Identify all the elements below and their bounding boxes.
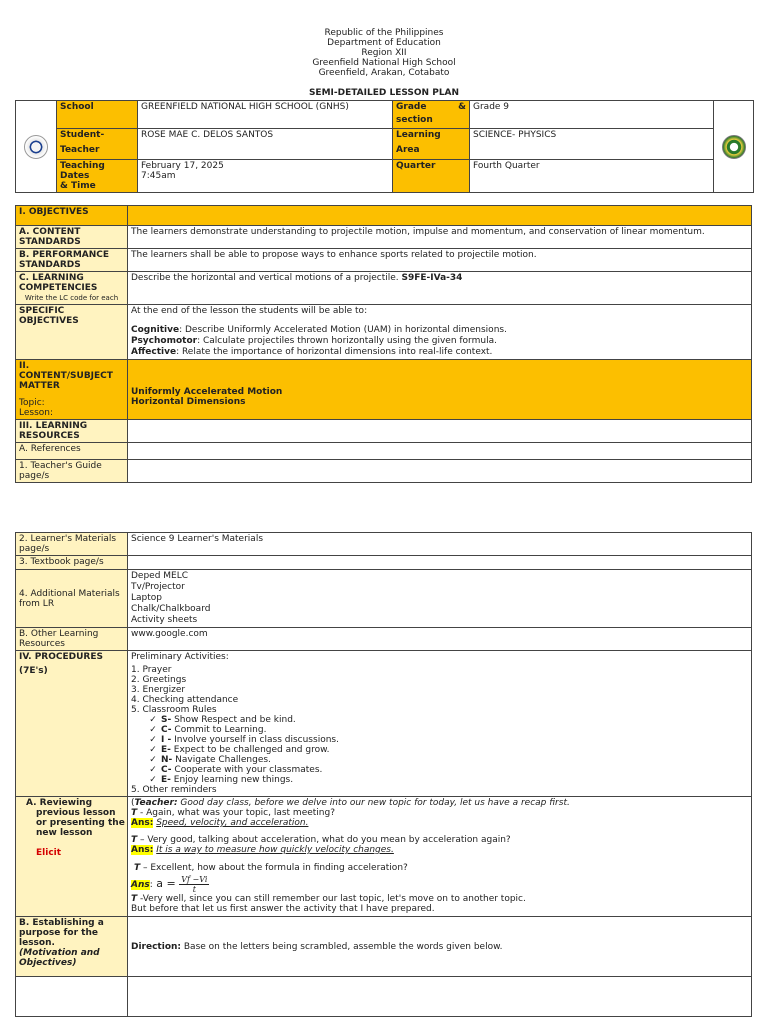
rule-letter: N- bbox=[161, 755, 173, 765]
material-item: Laptop bbox=[131, 593, 162, 603]
psychomotor-text: : Calculate projectiles thrown horizontally using the given formula. bbox=[197, 336, 497, 346]
objectives-heading-fill bbox=[128, 206, 752, 226]
procedures-table bbox=[15, 532, 752, 1017]
specific-intro: At the end of the lesson the students will be able to: bbox=[131, 306, 368, 316]
formula-numerator: Vf −Vi bbox=[181, 875, 208, 884]
elicit-label: Elicit bbox=[36, 848, 62, 858]
objectives-heading: I. OBJECTIVES bbox=[16, 206, 128, 226]
affective-objective bbox=[131, 347, 748, 357]
activity-item: 2. Greetings bbox=[131, 675, 187, 685]
reviewing-line: or presenting the bbox=[36, 818, 125, 828]
learning-resources-fill bbox=[128, 420, 752, 443]
learning-resources-heading: III. LEARNING RESOURCES bbox=[16, 420, 128, 443]
answer-label: Ans bbox=[131, 880, 150, 890]
answer-label: Ans: bbox=[131, 845, 154, 855]
lesson-value: Horizontal Dimensions bbox=[131, 397, 246, 407]
direction-label: Direction: bbox=[131, 941, 182, 952]
material-item: Activity sheets bbox=[131, 615, 198, 625]
student-label-word: Student- bbox=[60, 130, 105, 140]
header-line-region: Region XII bbox=[361, 48, 407, 58]
teachers-guide-label: 1. Teacher's Guide page/s bbox=[16, 460, 128, 483]
quarter-value: Fourth Quarter bbox=[470, 160, 714, 193]
check-icon: ✓ bbox=[149, 735, 157, 745]
answer-text: Speed, velocity, and acceleration. bbox=[156, 818, 309, 828]
area-label-word: Area bbox=[396, 145, 420, 155]
dialogue-text: - Again, what was your topic, last meeting? bbox=[137, 808, 335, 818]
performance-standards-value: The learners shall be able to propose ways to enhance sports related to projectile motion. bbox=[128, 249, 752, 272]
affective-label: Affective bbox=[131, 347, 177, 357]
rule-letter: I - bbox=[161, 735, 172, 745]
additional-materials-label: 4. Additional Materials from LR bbox=[16, 570, 128, 628]
psychomotor-objective bbox=[131, 336, 748, 346]
classroom-rule bbox=[131, 725, 748, 735]
classroom-rule bbox=[131, 755, 748, 765]
cognitive-objective bbox=[131, 325, 748, 335]
activity-item: 4. Checking attendance bbox=[131, 695, 239, 705]
content-label-number: II. bbox=[19, 361, 30, 371]
section-label-word: section bbox=[396, 115, 433, 125]
dialogue-text: -Very well, since you can still remember our last topic, let's move on to another topic. bbox=[137, 894, 526, 904]
material-item: Chalk/Chalkboard bbox=[131, 604, 211, 614]
other-reminders: 5. Other reminders bbox=[131, 785, 217, 795]
school-seal-icon bbox=[722, 135, 746, 159]
content-label-title: CONTENT/SUBJECT MATTER bbox=[19, 371, 113, 391]
header-line-address: Greenfield, Arakan, Cotabato bbox=[318, 68, 450, 78]
dialogue-line bbox=[131, 894, 748, 904]
dialogue-text: Good day class, before we delve into our new topic for today, let us have a recap first. bbox=[177, 798, 570, 808]
acceleration-formula bbox=[131, 875, 748, 894]
rule-text: Navigate Challenges. bbox=[172, 755, 271, 765]
learning-competencies-note: Write the LC code for each bbox=[24, 294, 119, 302]
school-value: GREENFIELD NATIONAL HIGH SCHOOL (GNHS) bbox=[138, 101, 393, 129]
preliminary-heading: Preliminary Activities: bbox=[131, 652, 229, 662]
competency-code: S9FE-IVa-34 bbox=[401, 273, 463, 283]
establishing-title: B. Establishing a purpose for the lesson. bbox=[19, 918, 104, 948]
teacher-prefix: T bbox=[134, 863, 141, 873]
establishing-subtitle: (Motivation and Objectives) bbox=[19, 948, 100, 968]
header-line-country: Republic of the Philippines bbox=[324, 28, 444, 38]
dialogue-line bbox=[131, 835, 748, 845]
school-label: School bbox=[57, 101, 138, 129]
dialogue-line bbox=[131, 808, 748, 818]
check-icon: ✓ bbox=[149, 715, 157, 725]
topic-value: Uniformly Accelerated Motion bbox=[131, 387, 283, 397]
teacher-prefix: T bbox=[131, 894, 138, 904]
teacher-prefix: T bbox=[131, 835, 138, 845]
activity-item: 3. Energizer bbox=[131, 685, 186, 695]
learners-materials-value: Science 9 Learner's Materials bbox=[128, 533, 752, 556]
classroom-rule bbox=[131, 775, 748, 785]
teacher-label-word: Teacher bbox=[60, 145, 100, 155]
reviewing-line: A. Reviewing bbox=[26, 798, 93, 808]
direction-text: Base on the letters being scrambled, assemble the words given below. bbox=[181, 941, 503, 952]
reviewing-line: new lesson bbox=[36, 828, 93, 838]
cognitive-text: : Describe Uniformly Accelerated Motion (UAM) in horizontal dimensions. bbox=[179, 325, 507, 335]
grade-section-label bbox=[393, 101, 470, 129]
teachers-guide-value bbox=[128, 460, 752, 483]
answer-text: It is a way to measure how quickly velocity changes. bbox=[156, 845, 394, 855]
content-subject-matter-label bbox=[16, 360, 128, 420]
deped-seal-icon bbox=[24, 135, 48, 159]
establishing-purpose-value bbox=[128, 917, 752, 977]
learners-materials-label: 2. Learner's Materials page/s bbox=[16, 533, 128, 556]
objectives-label-word: OBJECTIVES bbox=[19, 316, 79, 326]
formula-denominator: t bbox=[192, 885, 196, 894]
student-teacher-label bbox=[57, 129, 138, 160]
other-resources-value: www.google.com bbox=[128, 628, 752, 651]
document-header bbox=[0, 28, 768, 78]
material-item: Tv/Projector bbox=[131, 582, 185, 592]
teaching-dates-label bbox=[57, 160, 138, 193]
rule-letter: E- bbox=[161, 745, 171, 755]
formula-colon: : bbox=[149, 880, 153, 890]
check-icon: ✓ bbox=[149, 745, 157, 755]
deped-seal-cell bbox=[16, 101, 57, 193]
rule-text: Expect to be challenged and grow. bbox=[170, 745, 330, 755]
learning-area-label bbox=[393, 129, 470, 160]
formula-lhs: a = bbox=[152, 877, 180, 890]
cognitive-label: Cognitive bbox=[131, 325, 180, 335]
teacher-prefix: T bbox=[131, 808, 138, 818]
check-icon: ✓ bbox=[149, 765, 157, 775]
check-icon: ✓ bbox=[149, 755, 157, 765]
additional-materials-value bbox=[128, 570, 752, 628]
content-standards-value: The learners demonstrate understanding to projectile motion, impulse and momentum, and conservation of linear momentum. bbox=[128, 226, 752, 249]
dialogue-line: But before that let us first answer the activity that I have prepared. bbox=[131, 904, 435, 914]
textbook-label: 3. Textbook page/s bbox=[16, 556, 128, 570]
activity-item: 1. Prayer bbox=[131, 665, 172, 675]
student-teacher-value: ROSE MAE C. DELOS SANTOS bbox=[138, 129, 393, 160]
teaching-dates-value bbox=[138, 160, 393, 193]
specific-label-word: SPECIFIC bbox=[19, 306, 65, 316]
header-line-department: Department of Education bbox=[327, 38, 441, 48]
establishing-purpose-label bbox=[16, 917, 128, 977]
classroom-rule bbox=[131, 765, 748, 775]
reviewing-label bbox=[16, 797, 128, 917]
dialogue-line bbox=[131, 845, 748, 855]
time-word: & Time bbox=[60, 181, 96, 191]
rule-text: Commit to Learning. bbox=[171, 725, 267, 735]
content-subject-matter-value bbox=[128, 360, 752, 420]
affective-text: : Relate the importance of horizontal dimensions into real-life context. bbox=[176, 347, 493, 357]
teaching-time: 7:45am bbox=[141, 171, 176, 181]
classroom-rule bbox=[131, 715, 748, 725]
learning-competencies-title: C. LEARNING COMPETENCIES bbox=[19, 273, 98, 293]
topic-label: Topic: bbox=[19, 398, 45, 408]
check-icon: ✓ bbox=[149, 725, 157, 735]
quarter-label: Quarter bbox=[393, 160, 470, 193]
dialogue-text: – Very good, talking about acceleration, what do you mean by acceleration again? bbox=[137, 835, 511, 845]
learning-competencies-label bbox=[16, 272, 128, 305]
content-standards-label: A. CONTENT STANDARDS bbox=[16, 226, 128, 249]
rule-text: Enjoy learning new things. bbox=[170, 775, 294, 785]
paren: ( bbox=[131, 798, 135, 808]
references-label: A. References bbox=[16, 443, 128, 460]
activity-item: 5. Classroom Rules bbox=[131, 705, 217, 715]
classroom-rule bbox=[131, 735, 748, 745]
school-seal-cell bbox=[714, 101, 754, 193]
learning-area-value: SCIENCE- PHYSICS bbox=[470, 129, 714, 160]
grade-label-amp: & bbox=[458, 102, 466, 112]
check-icon: ✓ bbox=[149, 775, 157, 785]
teaching-dates-word: Teaching Dates bbox=[60, 161, 105, 181]
rule-letter: C- bbox=[161, 765, 172, 775]
grade-value: Grade 9 bbox=[470, 101, 714, 129]
other-resources-label: B. Other Learning Resources bbox=[16, 628, 128, 651]
rule-letter: C- bbox=[161, 725, 172, 735]
procedures-title: IV. PROCEDURES bbox=[19, 652, 103, 662]
teacher-label: Teacher: bbox=[134, 798, 178, 808]
psychomotor-label: Psychomotor bbox=[131, 336, 198, 346]
textbook-value bbox=[128, 556, 752, 570]
dialogue-line bbox=[131, 863, 748, 873]
specific-objectives-label bbox=[16, 305, 128, 360]
dialogue-line bbox=[131, 818, 748, 828]
rule-letter: E- bbox=[161, 775, 171, 785]
competency-text: Describe the horizontal and vertical motions of a projectile. bbox=[131, 273, 399, 283]
next-section-label bbox=[16, 977, 128, 1017]
dialogue-text: – Excellent, how about the formula in finding acceleration? bbox=[140, 863, 408, 873]
procedures-subtitle: (7E's) bbox=[19, 666, 48, 676]
learning-label-word: Learning bbox=[396, 130, 441, 140]
learning-competencies-value bbox=[128, 272, 752, 305]
lesson-label: Lesson: bbox=[19, 408, 54, 418]
header-line-school: Greenfield National High School bbox=[312, 58, 456, 68]
preliminary-activities bbox=[128, 651, 752, 797]
material-item: Deped MELC bbox=[131, 571, 189, 581]
performance-standards-label: B. PERFORMANCE STANDARDS bbox=[16, 249, 128, 272]
objectives-table bbox=[15, 205, 752, 483]
rule-text: Involve yourself in class discussions. bbox=[171, 735, 339, 745]
classroom-rule bbox=[131, 745, 748, 755]
procedures-label bbox=[16, 651, 128, 797]
references-value bbox=[128, 443, 752, 460]
plan-title: SEMI-DETAILED LESSON PLAN bbox=[308, 88, 460, 98]
info-table bbox=[15, 100, 754, 193]
grade-label-word: Grade bbox=[396, 102, 427, 112]
rule-text: Cooperate with your classmates. bbox=[171, 765, 323, 775]
specific-objectives-value bbox=[128, 305, 752, 360]
reviewing-dialogue bbox=[128, 797, 752, 917]
teaching-date: February 17, 2025 bbox=[141, 161, 224, 171]
formula-fraction bbox=[179, 875, 209, 894]
rule-letter: S- bbox=[161, 715, 172, 725]
next-section-value bbox=[128, 977, 752, 1017]
dialogue-line bbox=[131, 798, 748, 808]
rule-text: Show Respect and be kind. bbox=[171, 715, 296, 725]
answer-label: Ans: bbox=[131, 818, 154, 828]
reviewing-line: previous lesson bbox=[36, 808, 116, 818]
